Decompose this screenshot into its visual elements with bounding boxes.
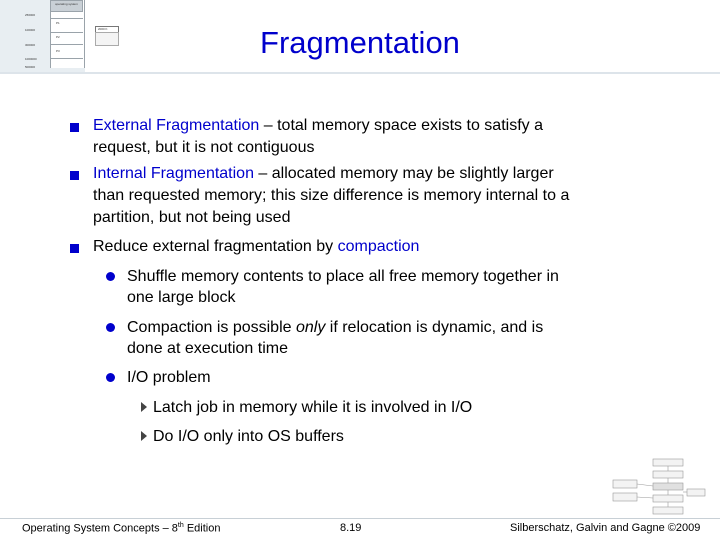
memory-address-label: 100000 bbox=[25, 28, 36, 32]
round-bullet-icon bbox=[106, 323, 115, 332]
flow-box bbox=[653, 471, 683, 478]
bullet-text-rest: – total memory space exists to satisfy a bbox=[259, 117, 543, 134]
memory-divider bbox=[50, 18, 83, 19]
footer-edition-superscript: th bbox=[177, 522, 184, 529]
triangle-bullet-icon bbox=[141, 402, 147, 412]
round-bullet-icon bbox=[106, 272, 115, 281]
bullet-text bbox=[93, 115, 630, 159]
title-divider bbox=[0, 72, 720, 74]
square-bullet-icon bbox=[70, 123, 79, 132]
footer-book-title-end: Edition bbox=[183, 522, 221, 535]
subbullet-shuffle bbox=[106, 266, 666, 308]
footer-slide-number: 8.19 bbox=[340, 522, 362, 534]
flow-connector bbox=[637, 484, 653, 486]
bullet-compaction bbox=[70, 236, 630, 258]
term-external-fragmentation: External Fragmentation bbox=[93, 117, 260, 134]
flow-box bbox=[653, 507, 683, 514]
memory-address-label: 300000 bbox=[25, 43, 36, 47]
bullet-text-prefix: Reduce external fragmentation by bbox=[93, 238, 338, 255]
footer-copyright: Silberschatz, Galvin and Gagne ©2009 bbox=[510, 522, 701, 534]
flow-box bbox=[653, 483, 683, 490]
subbullet-compaction-relocation bbox=[106, 317, 666, 359]
flow-box bbox=[653, 495, 683, 502]
bullet-text-line2: than requested memory; this size difference is memory internal to a bbox=[93, 187, 570, 204]
bullet-text-line2: request, but it is not contiguous bbox=[93, 139, 315, 156]
subsubbullet-text: Latch job in memory while it is involved in I/O bbox=[153, 399, 473, 416]
bullet-text-rest: – allocated memory may be slightly larger bbox=[253, 165, 554, 182]
bullet-text bbox=[93, 236, 630, 258]
subbullet-emphasis: only bbox=[295, 319, 326, 336]
subbullet-text bbox=[127, 317, 666, 359]
flow-box bbox=[613, 493, 637, 501]
subbullet-line2: one large block bbox=[127, 289, 236, 306]
flow-box bbox=[653, 459, 683, 466]
subbullet-text: I/O problem bbox=[127, 369, 211, 386]
memory-process-label: P3 bbox=[56, 49, 60, 53]
subsubbullet-text: Do I/O only into OS buffers bbox=[153, 428, 344, 445]
memory-process-label: P2 bbox=[56, 35, 60, 39]
subsubbullet-latch-job bbox=[141, 397, 621, 418]
bullet-internal-fragmentation bbox=[70, 163, 630, 229]
diagram-box-label: 2000 K bbox=[98, 27, 108, 31]
footer-divider bbox=[0, 518, 720, 519]
memory-address-label: 500000 bbox=[25, 65, 36, 69]
memory-os-label: operating system bbox=[55, 2, 78, 6]
memory-address-label: 1000000 bbox=[25, 57, 37, 61]
subbullet-line1: Shuffle memory contents to place all free memory together in bbox=[127, 268, 559, 285]
square-bullet-icon bbox=[70, 244, 79, 253]
memory-address-label: 256000 bbox=[25, 13, 36, 17]
subbullet-io-problem bbox=[106, 367, 666, 388]
bullet-external-fragmentation bbox=[70, 115, 630, 159]
round-bullet-icon bbox=[106, 373, 115, 382]
bullet-text-line3: partition, but not being used bbox=[93, 209, 291, 226]
slide-title: Fragmentation bbox=[260, 25, 460, 60]
subbullet-line2: done at execution time bbox=[127, 340, 288, 357]
term-internal-fragmentation: Internal Fragmentation bbox=[93, 165, 254, 182]
flow-box bbox=[687, 489, 705, 496]
bullet-text bbox=[93, 163, 630, 229]
subbullet-text bbox=[127, 266, 666, 308]
flow-connector bbox=[637, 497, 653, 498]
flowchart-thumbnail bbox=[595, 455, 710, 520]
triangle-bullet-icon bbox=[141, 431, 147, 441]
term-compaction: compaction bbox=[337, 238, 420, 255]
memory-process-label: P1 bbox=[56, 21, 60, 25]
subbullet-suffix: if relocation is dynamic, and is bbox=[325, 319, 544, 336]
square-bullet-icon bbox=[70, 171, 79, 180]
subsubbullet-os-buffers bbox=[141, 426, 621, 447]
subbullet-prefix: Compaction is possible bbox=[127, 319, 296, 336]
flow-box bbox=[613, 480, 637, 488]
footer-book-title-text: Operating System Concepts – 8 bbox=[22, 522, 178, 535]
footer-book-title bbox=[22, 522, 220, 535]
